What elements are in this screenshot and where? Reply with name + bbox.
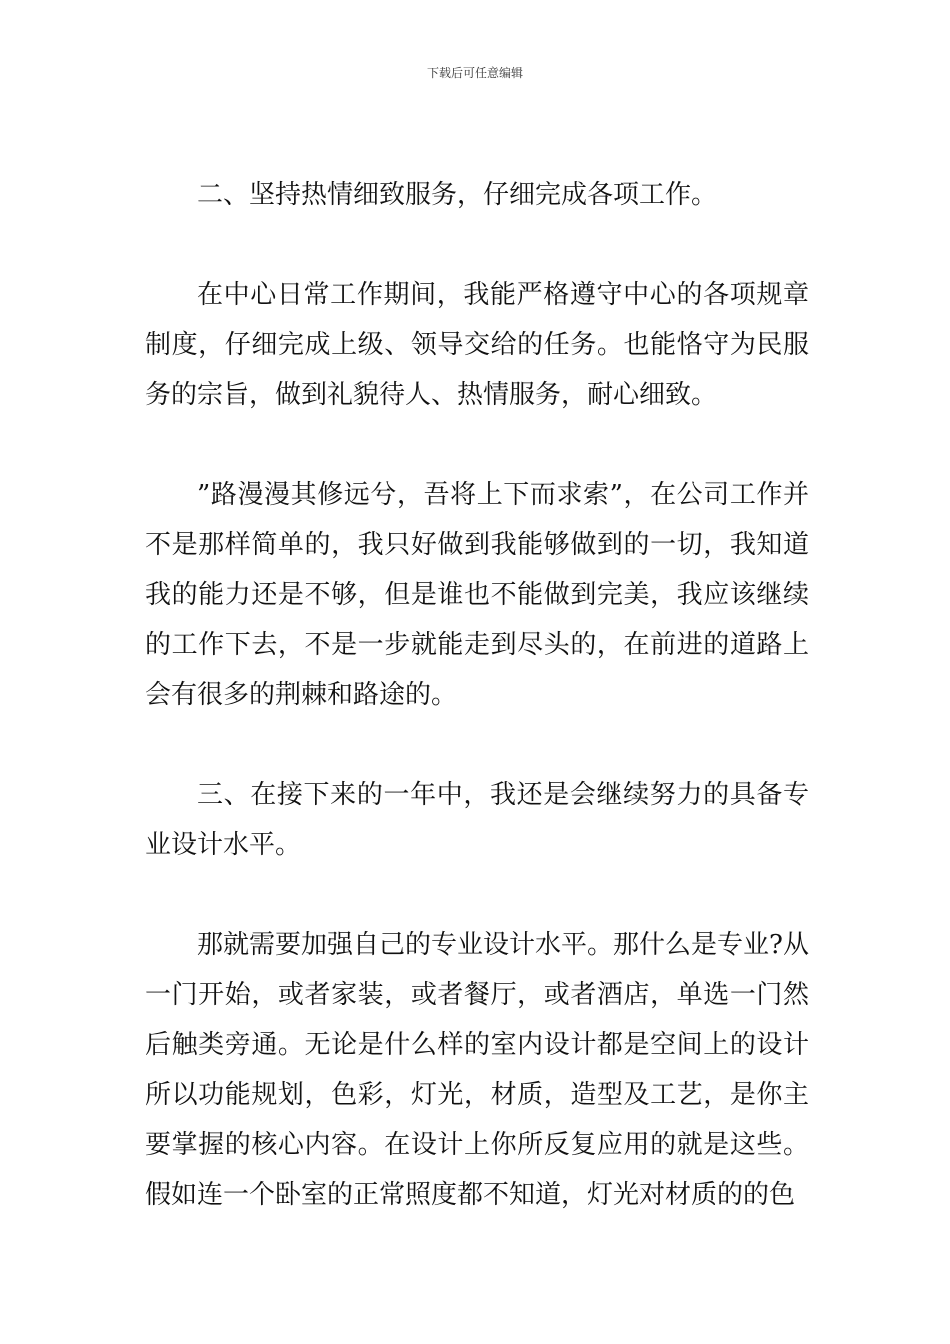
body-paragraph: 在中心日常工作期间，我能严格遵守中心的各项规章制度，仔细完成上级、领导交给的任务。也能恪守为民服务的宗旨，做到礼貌待人、热情服务，耐心细致。	[145, 280, 809, 410]
section-heading-3: 三、在接下来的一年中，我还是会继续努力的具备专业设计水平。	[145, 780, 809, 860]
page-header: 下载后可任意编辑	[426, 66, 523, 80]
body-paragraph: 那就需要加强自己的专业设计水平。那什么是专业?从一门开始，或者家装，或者餐厅，或者酒店，单选一门然后触类旁通。无论是什么样的室内设计都是空间上的设计所以功能规划，色彩，灯光，材质，造型及工艺，是你主要掌握的核心内容。在设计上你所反复应用的就是这些。假如连一个卧室的正常照度都不知道，灯光对材质的的色	[145, 930, 809, 1210]
document-body	[145, 170, 809, 1220]
section-heading-2: 二、坚持热情细致服务，仔细完成各项工作。	[197, 180, 718, 210]
body-paragraph: ”路漫漫其修远兮，吾将上下而求索”，在公司工作并不是那样简单的，我只好做到我能够做到的一切，我知道我的能力还是不够，但是谁也不能做到完美，我应该继续的工作下去，不是一步就能走到尽头的，在前进的道路上会有很多的荆棘和路途的。	[145, 480, 809, 710]
